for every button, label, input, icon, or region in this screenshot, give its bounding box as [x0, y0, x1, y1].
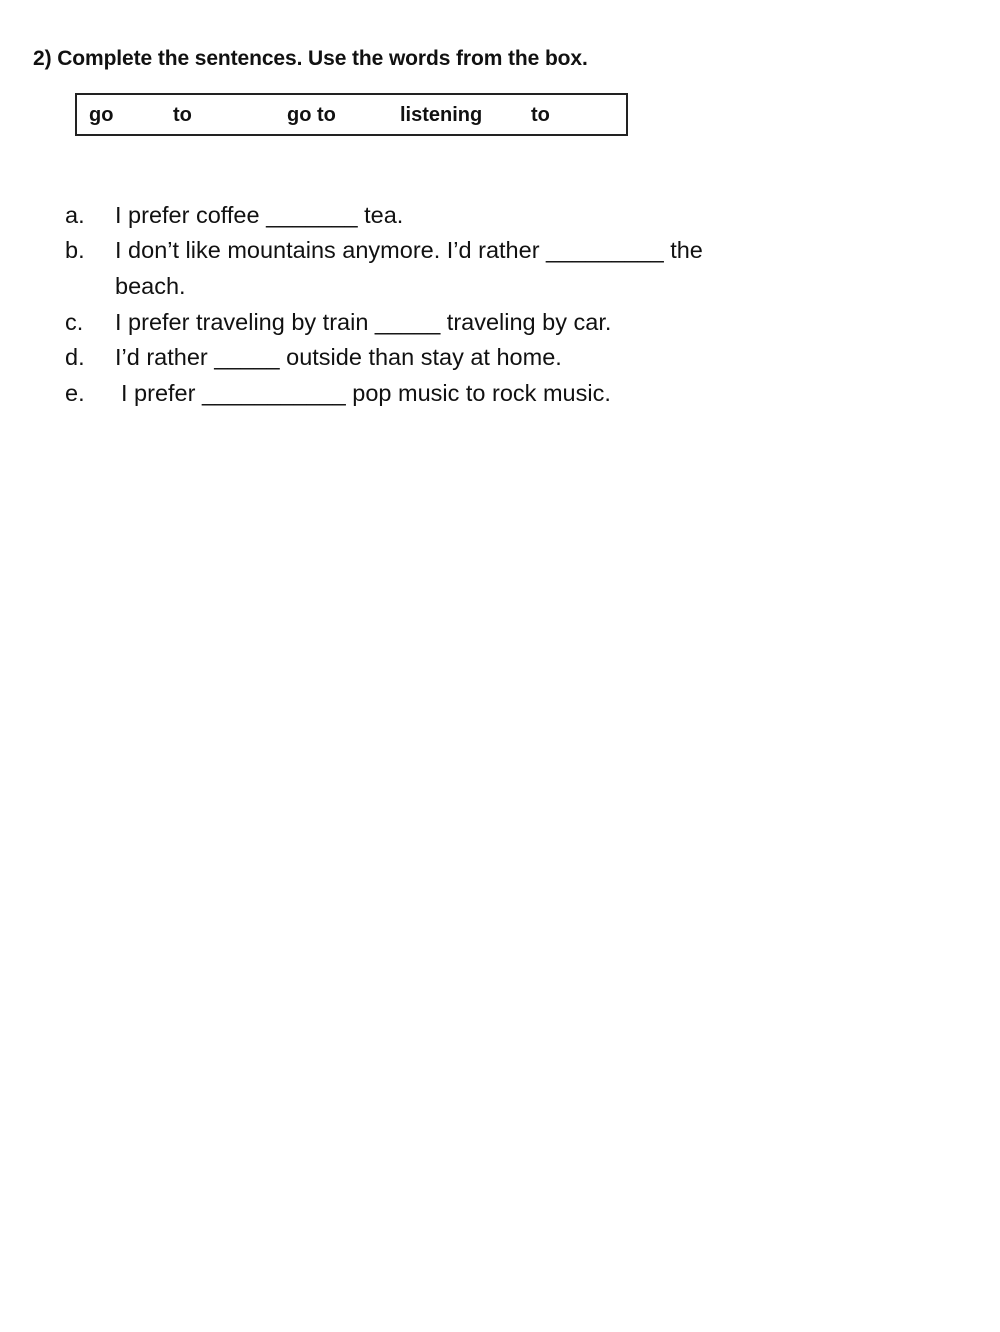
item-text: I’d rather _____ outside than stay at home.: [115, 344, 562, 370]
word-box-item: go to: [287, 104, 336, 126]
item-text-continuation: beach.: [115, 273, 186, 299]
word-box-item: to: [531, 104, 550, 126]
item-text: I don’t like mountains anymore. I’d rather _________ the: [115, 237, 703, 263]
item-text: I prefer traveling by train _____ traveling by car.: [115, 309, 612, 335]
item-letter: d.: [65, 344, 85, 370]
word-box: [75, 93, 628, 136]
item-text: I prefer ___________ pop music to rock music.: [121, 380, 611, 406]
exercise-heading: 2) Complete the sentences. Use the words from the box.: [33, 47, 588, 70]
item-letter: e.: [65, 380, 85, 406]
word-box-item: to: [173, 104, 192, 126]
item-text: I prefer coffee _______ tea.: [115, 202, 404, 228]
word-box-item: go: [89, 104, 114, 126]
item-letter: c.: [65, 309, 84, 335]
item-letter: b.: [65, 237, 85, 263]
word-box-item: listening: [400, 104, 483, 126]
item-letter: a.: [65, 202, 85, 228]
